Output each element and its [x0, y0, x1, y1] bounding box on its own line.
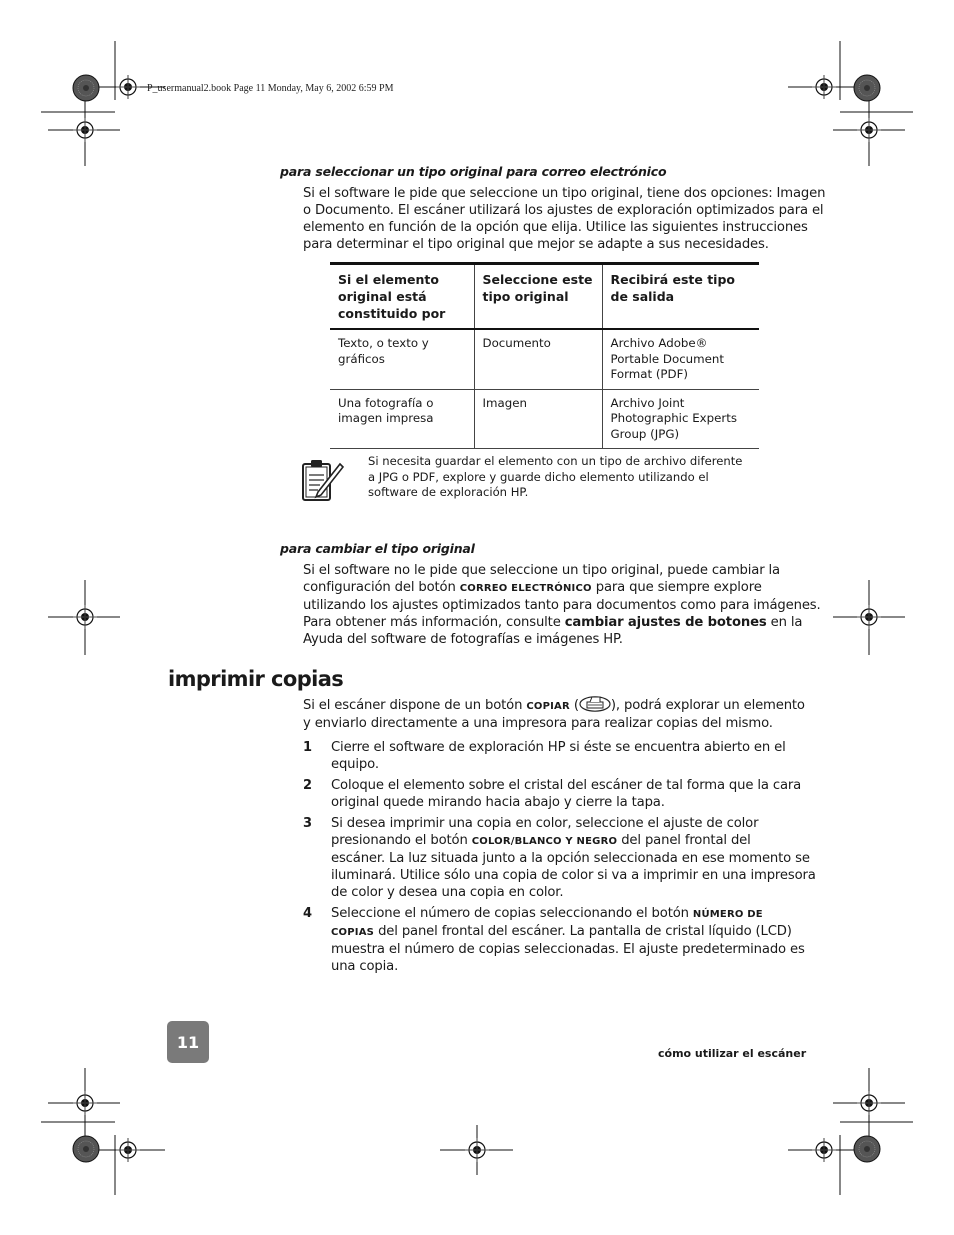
list-item: [303, 815, 816, 901]
help-topic-link: cambiar ajustes de botones: [564, 615, 767, 630]
list-item: [303, 905, 805, 975]
text-run: configuración del botón: [303, 580, 460, 595]
step-line: muestra el número de copias seleccionadas. El ajuste predeterminado es: [331, 942, 805, 957]
text-run: del panel frontal del: [617, 833, 751, 848]
table-header: Recibirá este tipo de salida: [602, 264, 759, 330]
copy-button-label: COPIAR: [526, 701, 570, 712]
step-number: 3: [303, 816, 312, 831]
text-run: Si el escáner dispone de un botón: [303, 698, 527, 713]
step-line: una copia.: [331, 959, 399, 974]
list-item: [303, 777, 802, 811]
table-cell: Documento: [474, 329, 602, 389]
original-type-table: [330, 262, 759, 449]
paragraph-line: o Documento. El escáner utilizará los ajustes de exploración optimizados para el: [303, 203, 824, 218]
paragraph-line: para determinar el tipo original que mejor se adapte a sus necesidades.: [303, 237, 769, 252]
text-run: para que siempre explore: [591, 580, 762, 595]
paragraph-line: Si el software le pide que seleccione un tipo original, tiene dos opciones: Imagen: [303, 186, 826, 201]
color-bw-button-label: COLOR/BLANCO Y NEGRO: [471, 836, 618, 847]
paragraph-line: [303, 614, 821, 631]
copy-button-icon: [579, 696, 611, 712]
table-cell: Archivo Joint Photographic Experts Group (JPG): [602, 389, 759, 449]
text-run: ), podrá explorar un elemento: [610, 698, 805, 713]
list-item: [303, 739, 786, 773]
page-number-badge: 11: [167, 1021, 209, 1063]
text-run: del panel frontal del escáner. La pantalla de cristal líquido (LCD): [374, 924, 792, 939]
table-header: Seleccione este tipo original: [474, 264, 602, 330]
table-header: Si el elemento original está constituido por: [330, 264, 474, 330]
note-line: a JPG o PDF, explore y guarde dicho elemento utilizando el: [368, 469, 709, 484]
step-number: 1: [303, 740, 312, 755]
paragraph-line: utilizando los ajustes optimizados tanto para documentos como para imágenes.: [303, 598, 821, 613]
step-line: [331, 923, 792, 941]
email-button-label: CORREO ELECTRÓNICO: [459, 583, 592, 594]
text-run: presionando el botón: [331, 833, 472, 848]
step-line: [331, 832, 783, 850]
paragraph-line: [303, 696, 805, 715]
footer-section-name: cómo utilizar el escáner: [658, 1047, 807, 1060]
paragraph-line: Ayuda del software de fotografías e imágenes HP.: [303, 632, 623, 647]
section-paragraph: [303, 696, 805, 732]
step-line: equipo.: [331, 757, 379, 772]
section-paragraph: [303, 562, 821, 648]
note-line: Si necesita guardar el elemento con un tipo de archivo diferente: [368, 454, 743, 468]
text-run: en la: [766, 615, 803, 630]
section-subtitle: para seleccionar un tipo original para correo electrónico: [280, 164, 667, 179]
step-line: de color y desea una copia en color.: [331, 885, 564, 900]
step-line: escáner. La luz situada junto a la opción seleccionada en ese momento se: [331, 851, 810, 866]
paragraph-line: elemento en función de la opción que elija. Utilice las siguientes instrucciones: [303, 220, 808, 235]
text-run: Seleccione el número de copias seleccionando el botón: [331, 906, 693, 921]
note-line: software de exploración HP.: [368, 485, 529, 499]
step-line: Coloque el elemento sobre el cristal del escáner de tal forma que la cara: [331, 778, 802, 793]
step-number: 4: [303, 906, 312, 921]
paragraph-line: y enviarlo directamente a una impresora para realizar copias del mismo.: [303, 716, 773, 731]
step-number: 2: [303, 778, 312, 793]
copies-button-label: COPIAS: [331, 927, 375, 938]
table-cell: Texto, o texto y gráficos: [330, 329, 474, 389]
step-line: original quede mirando hacia abajo y cierre la tapa.: [331, 795, 665, 810]
note-clipboard-icon: [300, 458, 346, 504]
section-heading: imprimir copias: [168, 667, 344, 691]
paragraph-line: [303, 579, 821, 597]
step-line: iluminará. Utilice sólo una copia de color si va a imprimir en una impresora: [331, 868, 816, 883]
text-run: (: [569, 698, 579, 713]
steps-list: [303, 739, 816, 975]
paragraph-line: Si el software no le pide que seleccione un tipo original, puede cambiar la: [303, 563, 780, 578]
copies-button-label: NÚMERO DE: [692, 909, 763, 920]
step-line: [331, 905, 783, 923]
table-header-row: [330, 264, 759, 330]
section-paragraph: [303, 185, 825, 253]
step-line: Si desea imprimir una copia en color, seleccione el ajuste de color: [331, 816, 759, 831]
section-subtitle: para cambiar el tipo original: [280, 541, 475, 556]
text-run: Para obtener más información, consulte: [303, 615, 565, 630]
table-cell: Una fotografía o imagen impresa: [330, 389, 474, 449]
table-row: [330, 329, 759, 389]
table-row: [330, 389, 759, 449]
step-line: Cierre el software de exploración HP si éste se encuentra abierto en el: [331, 740, 786, 755]
table-cell: Imagen: [474, 389, 602, 449]
table-cell: Archivo Adobe® Portable Document Format (PDF): [602, 329, 759, 389]
header-file-info: P_usermanual2.book Page 11 Monday, May 6, 2002 6:59 PM: [147, 83, 394, 94]
note-text: [368, 454, 742, 501]
